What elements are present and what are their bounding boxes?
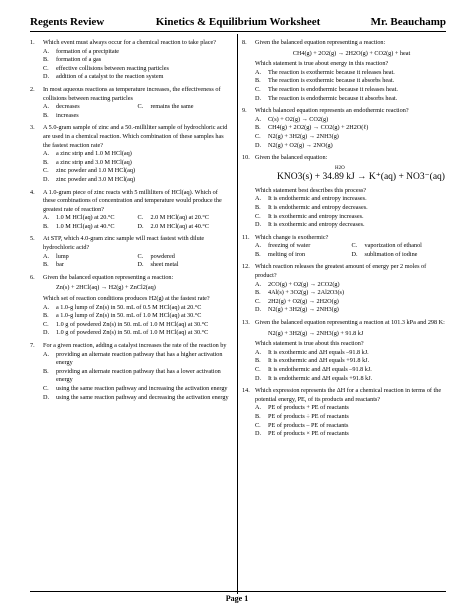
question-number: 9. [242,107,247,115]
option-letter: A. [43,252,50,260]
option-text: It is exothermic and ΔH equals +91.8 kJ. [268,357,370,365]
question-11 [242,234,448,260]
option [255,116,448,125]
option-letter: C. [255,421,261,429]
option [43,103,138,112]
question-number: 5. [30,235,35,243]
option-letter: C. [255,212,261,220]
option-letter: C. [137,103,144,111]
option [43,56,232,65]
option-letter: C. [137,214,144,222]
option-letter: B. [43,56,49,64]
header-course: Regents Review [30,16,105,28]
left-column [30,39,232,406]
option-letter: C. [255,85,261,93]
option-letter: D. [43,73,50,81]
option-text: lump [56,252,69,260]
option-letter: A. [43,303,50,311]
option [43,312,232,321]
option [255,195,448,204]
option-text: N2(g) + 3H2(g) → 2NH3(g) [268,306,339,314]
option [255,281,448,290]
option-text: zinc powder and 1.0 M HCl(aq) [56,167,136,175]
page-number: Page 1 [225,594,249,603]
option-letter: A. [255,242,262,250]
question-text: For a given reaction, adding a catalyst increases the rate of the reaction by [43,342,227,349]
option-letter: A. [43,47,50,55]
option [255,133,448,142]
option-letter: D. [43,329,50,337]
option-letter: C. [255,366,261,373]
option-text: It is endothermic and ΔH equals –91.8 kJ. [268,366,372,373]
option-text: The reaction is exothermic because it releases heat. [268,68,395,76]
question-1 [30,39,232,82]
option-text: vaporization of ethanol [364,242,422,250]
option-text: zinc powder and 3.0 M HCl(aq) [56,175,136,183]
option [255,430,448,439]
option-letter: B. [255,203,261,211]
option-letter: C. [255,297,261,305]
reaction-equation: Zn(s) + 2HCl(aq) → H2(g) + ZnCl2(aq) [56,284,156,292]
option-text: 4Al(s) + 3O2(g) → 2Al2O3(s) [268,289,345,297]
option-letter: B. [43,222,49,230]
question-text: A 5.0-gram sample of zinc and a 50.-milliliter sample of hydrochloric acid are used in a chemical reaction. Which combination of these samples has the fastest reaction rate? [43,124,228,149]
option [255,251,352,260]
option-letter: A. [43,214,50,222]
option [255,289,448,298]
option-letter: B. [43,367,49,375]
option [255,124,448,133]
option [255,357,448,366]
option-letter: C. [43,320,49,328]
option-text: It is exothermic and entropy increases. [268,212,364,220]
option-letter: A. [43,350,50,358]
question-text: Given the balanced equation: [255,154,328,162]
question-number: 10. [242,154,250,162]
option-letter: D. [255,374,262,382]
option [43,159,232,168]
option-letter: A. [255,115,262,123]
option [43,112,138,121]
option-text: bar [56,261,64,269]
question-14 [242,387,448,439]
option [255,86,448,95]
option-letter: D. [137,222,144,230]
option-letter: C. [137,252,144,260]
option-text: 1.0 M HCl(aq) at 20.°C [56,214,115,222]
option-letter: B. [255,289,261,297]
question-3 [30,124,232,184]
option [43,368,232,385]
option-letter: A. [255,195,262,203]
option-text: It is endothermic and entropy decreases. [268,203,368,211]
question-4 [30,189,232,232]
option-letter: B. [255,124,261,132]
option [43,304,232,313]
option-text: The reaction is endothermic because it absorbs heat. [268,94,398,102]
question-text: At STP, which 4.0-gram zinc sample will react fastest with dilute hydrochloric acid? [43,235,205,252]
question-number: 3. [30,124,35,132]
question-number: 1. [30,39,35,46]
header-rule [30,31,446,32]
option [255,204,448,213]
option-text: 1.0 M HCl(aq) at 40.°C [56,222,115,230]
option-text: N2(g) + O2(g) → 2NO(g) [268,141,333,149]
option [43,394,232,403]
option [43,223,138,232]
option [43,65,232,74]
option-letter: A. [43,150,50,158]
option-text: N2(g) + 3H2(g) → 2NH3(g) [268,132,339,140]
option-text: The reaction is exothermic because it absorbs heat. [268,77,395,85]
reaction-equation: N2(g) + 3H2(g) → 2NH3(g) + 91.8 kJ [268,329,364,337]
option-text: PE of products + PE of reactants [268,404,349,412]
option-letter: D. [43,175,50,183]
option-letter: D. [43,393,50,401]
option [255,375,448,384]
option-text: It is exothermic and entropy decreases. [268,221,365,229]
option-text: a 1.0-g lump of Zn(s) in 50. mL of 0.5 M HCl(aq) at 20.°C [56,303,202,311]
option [255,413,448,422]
option [255,306,448,315]
option [255,221,448,230]
question-number: 12. [242,263,250,271]
option-text: a 1.0-g lump of Zn(s) in 50. mL of 1.0 M HCl(aq) at 30.°C [56,312,202,320]
option-letter: D. [255,430,262,438]
question-number: 6. [30,273,35,281]
option-letter: C. [43,167,49,175]
option-letter: D. [255,141,262,149]
option-text: sheet metal [150,261,179,269]
option-letter: C. [255,132,261,140]
option [43,150,232,159]
option [138,261,233,270]
option-letter: C. [351,242,358,250]
option-text: powdered [150,252,175,260]
option [138,103,233,112]
option [255,213,448,222]
question-number: 7. [30,342,35,349]
question-number: 11. [242,233,250,241]
dissolution-equation [277,166,448,184]
question-5 [30,235,232,269]
option [255,142,448,151]
option-text: increases [56,111,79,119]
option [43,214,138,223]
option [255,349,448,358]
option-text: using the same reaction pathway and decreasing the activation energy [56,393,229,401]
question-number: 2. [30,85,35,93]
question-text: Which balanced equation represents an endothermic reaction? [255,107,409,115]
option-letter: D. [137,261,144,269]
option-letter: B. [255,412,261,420]
question-text: Given the balanced equation representing a reaction: [43,273,174,281]
option [43,48,232,57]
option [43,73,232,82]
option [255,404,448,413]
option-text: sublimation of iodine [364,250,418,258]
option [43,321,232,330]
option-letter: B. [43,111,49,119]
option [138,223,233,232]
question-prompt: Which statement is true about this reaction? [255,340,364,348]
option [43,176,232,185]
option-text: 2.0 M HCl(aq) at 40.°C [150,222,210,230]
option [255,242,352,251]
option-letter: B. [255,77,261,85]
option-letter: A. [255,280,262,288]
option-text: decreases [56,103,80,111]
question-8 [242,39,448,103]
option-text: formation of a precipitate [56,47,120,55]
option-letter: D. [351,250,358,258]
option-text: It is exothermic and ΔH equals –91.8 kJ. [268,348,369,356]
question-10 [242,154,448,230]
option-text: providing an alternate reaction pathway that has a lower activation energy [56,367,221,384]
arrow-condition: H2O [335,165,345,171]
question-number: 13. [242,319,250,327]
option-letter: C. [43,64,49,72]
option-text: melting of iron [268,250,306,258]
option-text: formation of a gas [56,56,102,64]
option [43,351,232,368]
option-text: 2H2(g) + O2(g) → 2H2O(g) [268,297,339,305]
option-text: effective collisions between reacting particles [56,64,169,72]
question-2 [30,86,232,120]
question-text: Which reaction releases the greatest amount of energy per 2 moles of product? [255,263,427,280]
question-text: Given the balanced equation representing a reaction at 101.3 kPa and 298 K: [255,319,445,327]
option [255,366,448,375]
question-number: 4. [30,188,35,196]
option [43,253,138,262]
option-letter: D. [255,221,262,229]
option-letter: B. [43,312,49,320]
option-letter: A. [255,68,262,76]
question-number: 14. [242,387,250,395]
option-text: PE of products × PE of reactants [268,430,349,438]
option-text: The reaction is endothermic because it releases heat. [268,85,398,93]
option-letter: B. [43,158,49,166]
option-letter: B. [43,261,49,269]
option-text: freezing of water [268,242,311,250]
option [43,167,232,176]
page-header [30,16,446,30]
option-text: using the same reaction pathway and increasing the activation energy [56,384,228,392]
option-letter: B. [255,250,261,258]
header-teacher: Mr. Beauchamp [370,16,446,28]
option [255,95,448,104]
question-prompt: Which statement is true about energy in this reaction? [255,60,389,68]
option [43,261,138,270]
question-prompt: Which statement best describes this process? [255,186,367,194]
option-text: 2.0 M HCl(aq) at 20.°C [150,214,210,222]
question-text: A 1.0-gram piece of zinc reacts with 5 milliliters of HCl(aq). Which of these combinations of concentration and temperature would produce the greatest rate of reaction? [43,188,222,213]
option-text: 1.0 g of powdered Zn(s) in 50. mL of 1.0 M HCl(aq) at 30.°C [56,329,209,337]
option-text: a zinc strip and 1.0 M HCl(aq) [56,150,132,158]
option-letter: B. [255,357,261,365]
question-7 [30,342,232,402]
question-12 [242,263,448,315]
option-text: It is endothermic and entropy increases. [268,195,367,203]
option-text: PE of products – PE of reactants [268,421,349,429]
question-number: 8. [242,39,247,46]
footer-rule [30,591,446,592]
reaction-equation: KNO3(s) + 34.89 kJ → K⁺(aq) + NO3⁻(aq) [277,171,445,182]
option-text: a zinc strip and 3.0 M HCl(aq) [56,158,132,166]
option-letter: A. [255,404,262,412]
option-letter: A. [43,103,50,111]
option-text: CH4(g) + 2O2(g) → CO2(g) + 2H2O(ℓ) [268,124,369,132]
option-text: It is endothermic and ΔH equals +91.8 kJ. [268,374,373,382]
option-letter: C. [43,384,49,392]
question-text: Which event must always occur for a chemical reaction to take place? [43,39,216,46]
option [255,422,448,431]
option-letter: A. [255,348,262,356]
option-text: addition of a catalyst to the reaction system [56,73,164,81]
option [138,253,233,262]
option-text: remains the same [150,103,194,111]
option-letter: D. [255,306,262,314]
question-text: Which expression represents the ΔH for a chemical reaction in terms of the potential energy, PE, of its products and reactants? [255,387,442,403]
option [255,69,448,78]
option [255,77,448,86]
option-letter: D. [255,94,262,102]
question-6 [30,274,232,338]
option-text: providing an alternate reaction pathway that has a higher activation energy [56,350,223,367]
question-prompt: Which set of reaction conditions produces H2(g) at the fastest rate? [43,295,210,303]
option [43,385,232,394]
option [43,329,232,338]
question-9 [242,107,448,150]
option [138,214,233,223]
option-text: 1.0 g of powdered Zn(s) in 50. mL of 1.0 M HCl(aq) at 30.°C [56,320,209,328]
option-text: PE of products ÷ PE of reactants [268,412,349,420]
option [352,251,449,260]
reaction-equation: CH4(g) + 2O2(g) → 2H2O(g) + CO2(g) + heat [292,49,411,57]
column-divider [237,34,238,594]
option-text: C(s) + O2(g) → CO2(g) [268,115,329,123]
question-text: Which change is exothermic? [255,233,329,241]
option-text: 2CO(g) + O2(g) → 2CO2(g) [268,280,340,288]
option [255,298,448,307]
right-column [242,39,448,443]
header-title: Kinetics & Equilibrium Worksheet [155,16,321,28]
question-text: In most aqueous reactions as temperature increases, the effectiveness of collisions between reacting particles [43,85,221,102]
question-text: Given the balanced equation representing a reaction: [255,39,386,46]
question-13 [242,319,448,383]
option [352,242,449,251]
